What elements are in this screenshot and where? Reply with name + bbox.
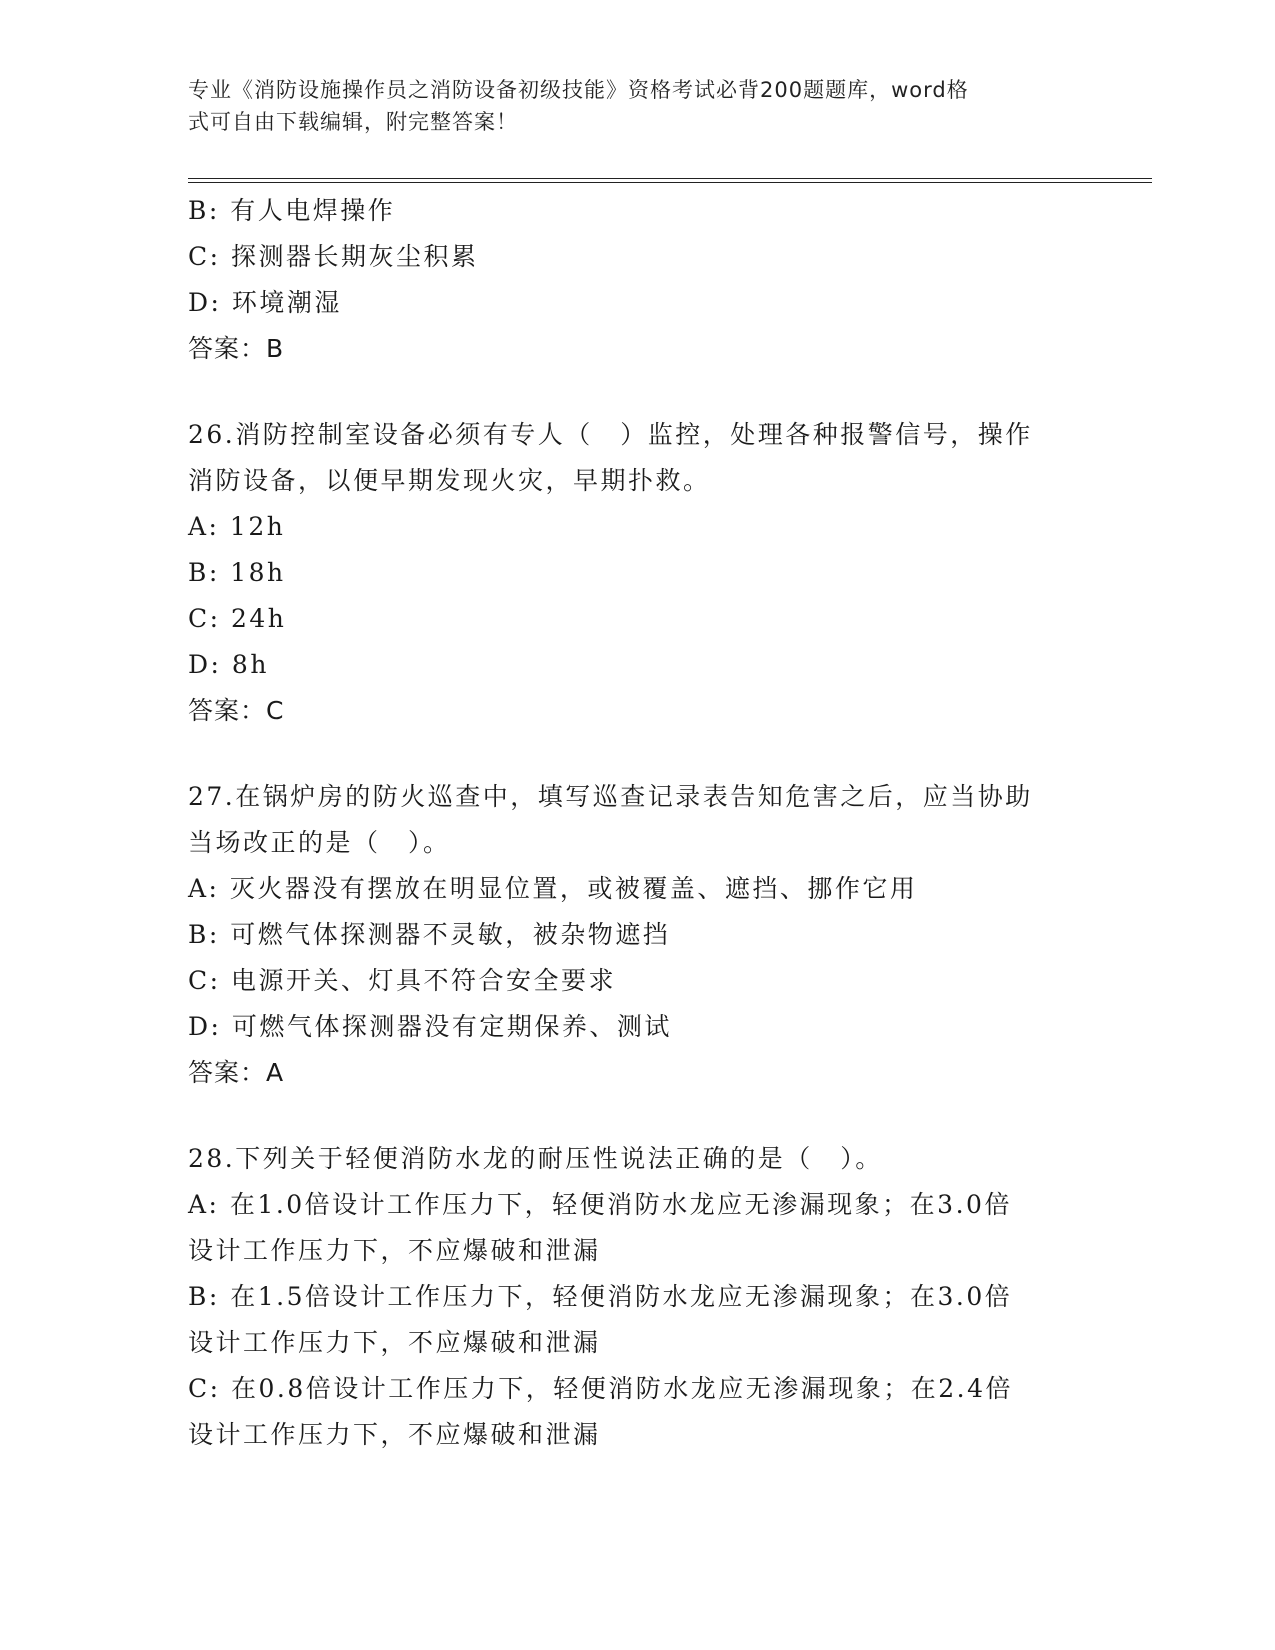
option-d: D: 可燃气体探测器没有定期保养、测试 [188, 1012, 672, 1041]
option-b-continued: 设计工作压力下，不应爆破和泄漏 [188, 1328, 601, 1357]
question-block-25 [188, 188, 1088, 372]
question-stem-line: 28.下列关于轻便消防水龙的耐压性说法正确的是（ ）。 [188, 1144, 883, 1173]
question-block-28 [188, 1136, 1088, 1458]
option-c: C: 在0.8倍设计工作压力下，轻便消防水龙应无渗漏现象；在2.4倍 [188, 1374, 1014, 1403]
question-stem-line: 26.消防控制室设备必须有专人（ ）监控，处理各种报警信号，操作 [188, 420, 1033, 449]
option-c: C: 探测器长期灰尘积累 [188, 242, 479, 271]
option-a-continued: 设计工作压力下，不应爆破和泄漏 [188, 1236, 601, 1265]
answer-line: 答案：C [188, 696, 285, 725]
option-b: B: 有人电焊操作 [188, 196, 396, 225]
question-stem-line: 当场改正的是（ ）。 [188, 828, 451, 857]
option-c: C: 电源开关、灯具不符合安全要求 [188, 966, 616, 995]
header-divider [188, 178, 1152, 183]
option-a: A: 灭火器没有摆放在明显位置，或被覆盖、遮挡、挪作它用 [188, 874, 918, 903]
question-list [188, 188, 1088, 1458]
question-block-27 [188, 774, 1088, 1096]
spacer [188, 372, 1088, 412]
option-c-continued: 设计工作压力下，不应爆破和泄漏 [188, 1420, 601, 1449]
option-d: D: 环境潮湿 [188, 288, 342, 317]
answer-line: 答案：B [188, 334, 285, 363]
question-stem-line: 消防设备，以便早期发现火灾，早期扑救。 [188, 466, 711, 495]
header-line-2: 式可自由下载编辑，附完整答案！ [188, 110, 518, 134]
spacer [188, 1096, 1088, 1136]
option-b: B: 可燃气体探测器不灵敏，被杂物遮挡 [188, 920, 671, 949]
spacer [188, 734, 1088, 774]
option-a: A: 12h [188, 512, 286, 541]
header-line-1: 专业《消防设施操作员之消防设备初级技能》资格考试必背200题题库，word格 [188, 78, 969, 102]
document-header [188, 74, 1068, 138]
answer-line: 答案：A [188, 1058, 285, 1087]
option-c: C: 24h [188, 604, 287, 633]
option-b: B: 在1.5倍设计工作压力下，轻便消防水龙应无渗漏现象；在3.0倍 [188, 1282, 1013, 1311]
question-block-26 [188, 412, 1088, 734]
option-d: D: 8h [188, 650, 269, 679]
option-b: B: 18h [188, 558, 286, 587]
option-a: A: 在1.0倍设计工作压力下，轻便消防水龙应无渗漏现象；在3.0倍 [188, 1190, 1012, 1219]
question-stem-line: 27.在锅炉房的防火巡查中，填写巡查记录表告知危害之后，应当协助 [188, 782, 1033, 811]
